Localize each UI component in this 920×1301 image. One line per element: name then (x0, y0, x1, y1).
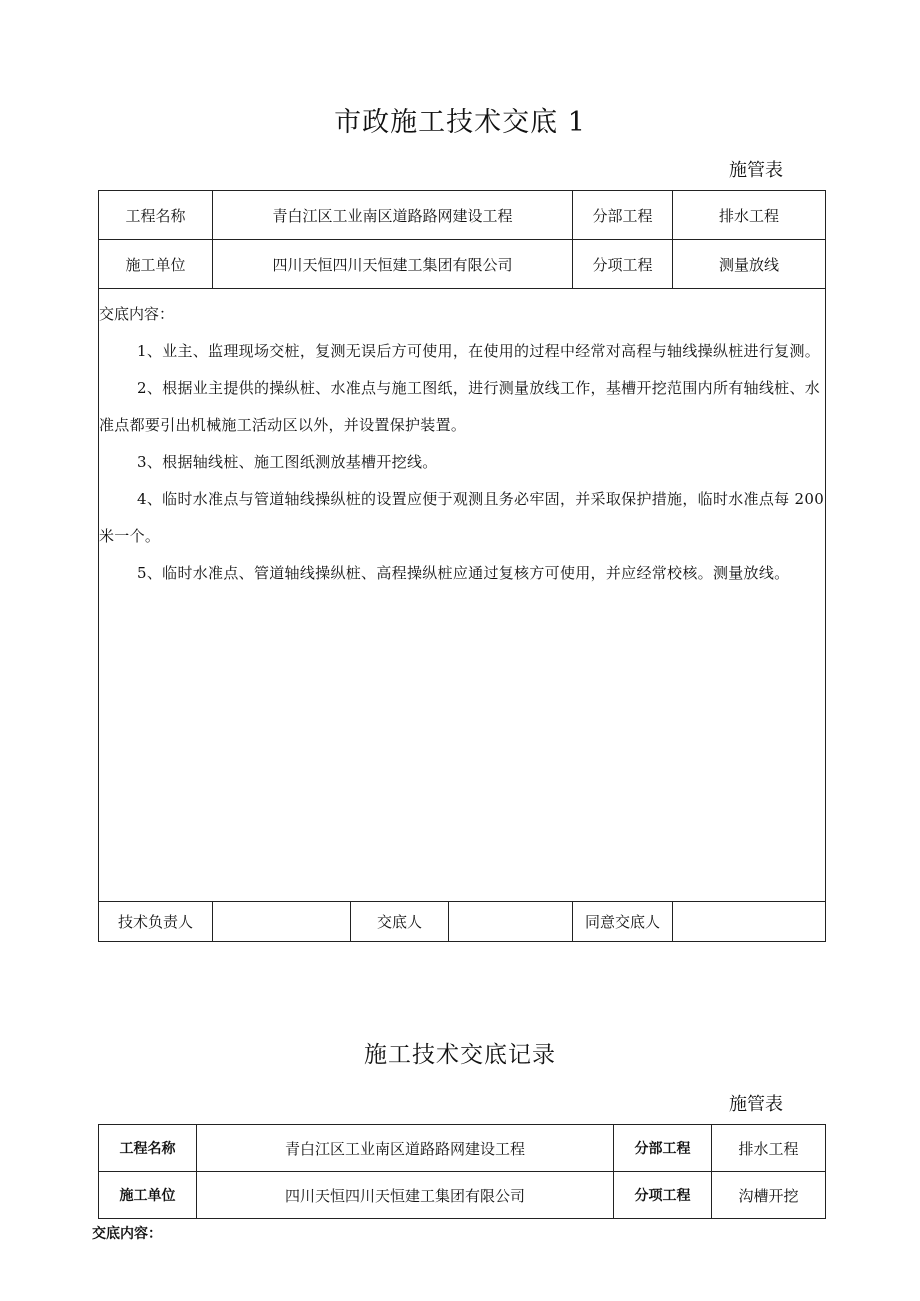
page-title: 市政施工技术交底 1 (334, 107, 586, 138)
content-paragraph: 4、临时水准点与管道轴线操纵桩的设置应便于观测且务必牢固，并采取保护措施，临时水准点每 200 米一个。 (99, 490, 825, 545)
disclosure-content (99, 289, 826, 902)
table-row (99, 1125, 826, 1172)
construction-unit-label: 施工单位 (99, 240, 213, 289)
presenter-label: 交底人 (351, 902, 449, 942)
construction-unit-value: 四川天恒四川天恒建工集团有限公司 (213, 240, 573, 289)
record-table (98, 1124, 826, 1219)
project-name-value: 青白江区工业南区道路路网建设工程 (197, 1125, 614, 1172)
content-paragraph: 1、业主、监理现场交桩，复测无误后方可使用，在使用的过程中经常对高程与轴线操纵桩进行复测。 (137, 342, 821, 360)
item-project-label: 分项工程 (573, 240, 673, 289)
project-name-label: 工程名称 (99, 1125, 197, 1172)
construction-unit-label: 施工单位 (99, 1172, 197, 1219)
receiver-signature[interactable] (673, 902, 826, 942)
table-row (99, 1172, 826, 1219)
signature-row (99, 902, 826, 942)
construction-unit-value: 四川天恒四川天恒建工集团有限公司 (197, 1172, 614, 1219)
item-project-label: 分项工程 (614, 1172, 712, 1219)
receiver-label: 同意交底人 (573, 902, 673, 942)
disclosure-table (98, 190, 826, 942)
sub-project-label: 分部工程 (614, 1125, 712, 1172)
content-row (99, 289, 826, 902)
content-paragraph: 2、根据业主提供的操纵桩、水准点与施工图纸，进行测量放线工作，基槽开挖范围内所有轴线桩、水准点都要引出机械施工活动区以外，并设置保护装置。 (99, 379, 821, 434)
tech-lead-label: 技术负责人 (99, 902, 213, 942)
table-row (99, 191, 826, 240)
sub-project-label: 分部工程 (573, 191, 673, 240)
item-project-value: 测量放线 (673, 240, 826, 289)
content-label: 交底内容： (99, 305, 175, 323)
sub-project-value: 排水工程 (673, 191, 826, 240)
form-number: 施管表 (729, 160, 783, 181)
item-project-value: 沟槽开挖 (712, 1172, 826, 1219)
form-number: 施管表 (729, 1094, 783, 1115)
section-title: 施工技术交底记录 (364, 1042, 556, 1068)
table-row (99, 240, 826, 289)
presenter-signature[interactable] (449, 902, 573, 942)
project-name-value: 青白江区工业南区道路路网建设工程 (213, 191, 573, 240)
content-paragraph: 3、根据轴线桩、施工图纸测放基槽开挖线。 (137, 453, 438, 471)
tech-lead-signature[interactable] (213, 902, 351, 942)
content-label: 交底内容： (92, 1226, 162, 1242)
content-paragraph: 5、临时水准点、管道轴线操纵桩、高程操纵桩应通过复核方可使用，并应经常校核。测量放线。 (137, 564, 790, 582)
sub-project-value: 排水工程 (712, 1125, 826, 1172)
project-name-label: 工程名称 (99, 191, 213, 240)
